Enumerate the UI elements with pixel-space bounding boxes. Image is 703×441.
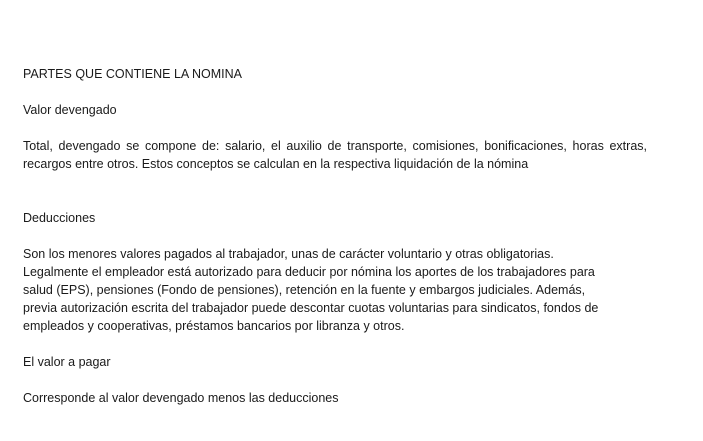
paragraph-line: Legalmente el empleador está autorizado para deducir por nómina los aportes de los trabajadores para [23,265,595,279]
section-body-valor-devengado: Total, devengado se compone de: salario, el auxilio de transporte, comisiones, bonificaciones, horas extras, recargos entre otros. Estos conceptos se calculan en la respectiva liquidación de la nómina [23,139,647,171]
paragraph-line: Son los menores valores pagados al trabajador, unas de carácter voluntario y otras obligatorias. [23,247,554,261]
section-title-deducciones: Deducciones [23,211,96,225]
paragraph-line: salud (EPS), pensiones (Fondo de pensiones), retención en la fuente y embargos judiciales. Además, [23,283,586,297]
section-title-valor-a-pagar: El valor a pagar [23,355,111,369]
section-body-valor-a-pagar: Corresponde al valor devengado menos las deducciones [23,391,339,405]
section-title-valor-devengado: Valor devengado [23,103,117,117]
paragraph-line: empleados y cooperativas, préstamos bancarios por libranza y otros. [23,319,405,333]
document-heading: PARTES QUE CONTIENE LA NOMINA [23,67,243,81]
paragraph-line: previa autorización escrita del trabajador puede descontar cuotas voluntarias para sindicatos, fondos de [23,301,599,315]
document-page [23,0,648,441]
section-body-deducciones [23,245,653,335]
